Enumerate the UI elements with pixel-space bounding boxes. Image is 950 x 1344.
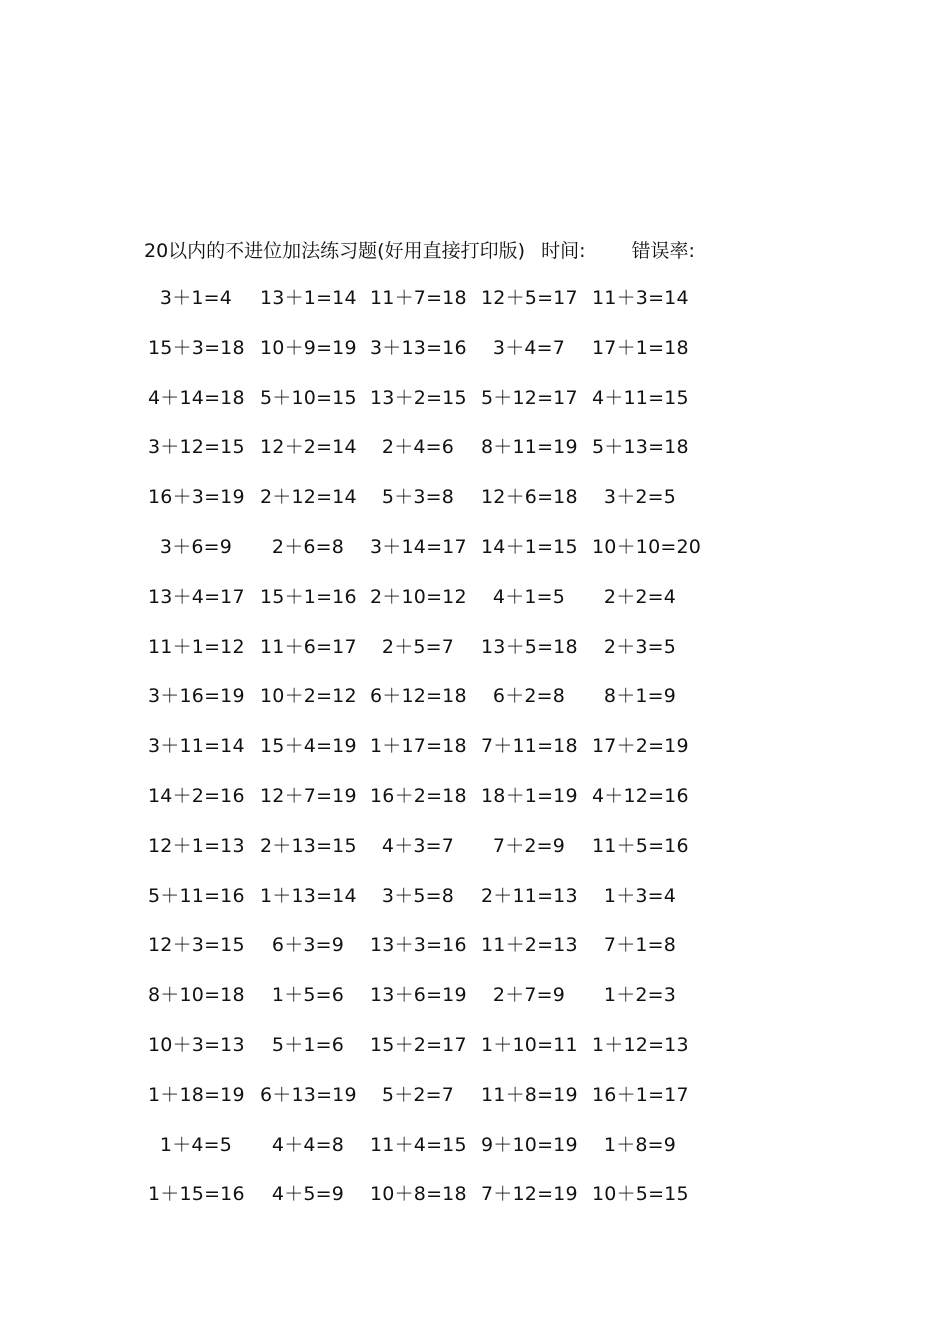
problem-item: 1＋12=13: [592, 1033, 689, 1056]
problem-row: [148, 334, 708, 384]
problem-item: 12＋7=19: [260, 784, 357, 807]
problem-item: 12＋5=17: [481, 287, 578, 309]
problem-item: 18＋1=19: [481, 784, 578, 807]
problem-row: [148, 533, 708, 583]
problem-item: 5＋13=18: [592, 436, 689, 459]
problem-row: [148, 284, 708, 334]
problem-item: 3＋6=9: [159, 535, 233, 558]
problem-item: 12＋3=15: [148, 934, 245, 957]
problem-item: 2＋3=5: [603, 635, 677, 658]
problem-item: 2＋5=7: [381, 635, 455, 658]
problem-row: [148, 882, 708, 932]
problem-item: 11＋6=17: [260, 635, 357, 658]
problem-item: 2＋10=12: [370, 585, 467, 608]
problem-item: 2＋13=15: [260, 834, 357, 857]
problem-item: 12＋6=18: [481, 486, 578, 509]
problem-item: 5＋11=16: [148, 884, 245, 907]
problem-item: 13＋2=15: [370, 386, 467, 409]
problem-item: 1＋18=19: [148, 1083, 245, 1106]
worksheet-header: [144, 236, 695, 263]
problem-item: 10＋5=15: [592, 1183, 689, 1206]
problem-row: [148, 433, 708, 483]
problem-item: 17＋2=19: [592, 735, 689, 758]
problem-row: [148, 981, 708, 1031]
problem-item: 11＋2=13: [481, 934, 578, 957]
problem-item: 11＋1=12: [148, 635, 245, 658]
problem-item: 7＋11=18: [481, 735, 578, 758]
problem-item: 11＋7=18: [370, 287, 467, 309]
problem-item: 17＋1=18: [592, 336, 689, 359]
problem-item: 1＋5=6: [271, 984, 345, 1007]
problem-row: [148, 583, 708, 633]
problem-item: 11＋4=15: [370, 1133, 467, 1156]
problem-item: 1＋8=9: [603, 1133, 677, 1156]
problem-item: 13＋4=17: [148, 585, 245, 608]
problem-item: 16＋1=17: [592, 1083, 689, 1106]
problem-item: 5＋10=15: [260, 386, 357, 409]
problem-row: [148, 1081, 708, 1131]
problem-row: [148, 1180, 708, 1230]
problem-item: 5＋12=17: [481, 386, 578, 409]
problem-item: 3＋1=4: [159, 287, 233, 309]
problem-row: [148, 682, 708, 732]
problem-item: 13＋1=14: [260, 287, 357, 309]
problem-item: 3＋4=7: [492, 336, 566, 359]
problem-item: 10＋10=20: [592, 535, 702, 558]
time-label: 时间:: [541, 240, 586, 262]
problem-row: [148, 1131, 708, 1181]
problem-item: 13＋6=19: [370, 984, 467, 1007]
problem-item: 12＋1=13: [148, 834, 245, 857]
problem-item: 1＋10=11: [481, 1033, 578, 1056]
problem-item: 1＋13=14: [260, 884, 357, 907]
problem-item: 14＋1=15: [481, 535, 578, 558]
problem-item: 5＋3=8: [381, 486, 455, 509]
problem-grid: [148, 284, 708, 1230]
problem-item: 6＋13=19: [260, 1083, 357, 1106]
problem-item: 11＋5=16: [592, 834, 689, 857]
problem-item: 8＋1=9: [603, 685, 677, 708]
problem-item: 3＋14=17: [370, 535, 467, 558]
problem-item: 5＋2=7: [381, 1083, 455, 1106]
problem-item: 1＋4=5: [159, 1133, 233, 1156]
problem-item: 3＋13=16: [370, 336, 467, 359]
problem-row: [148, 384, 708, 434]
problem-item: 7＋12=19: [481, 1183, 578, 1206]
problem-item: 9＋10=19: [481, 1133, 578, 1156]
problem-item: 10＋8=18: [370, 1183, 467, 1206]
problem-row: [148, 483, 708, 533]
problem-item: 4＋11=15: [592, 386, 689, 409]
problem-item: 6＋2=8: [492, 685, 566, 708]
problem-item: 3＋2=5: [603, 486, 677, 509]
problem-item: 10＋2=12: [260, 685, 357, 708]
problem-row: [148, 782, 708, 832]
problem-item: 16＋2=18: [370, 784, 467, 807]
problem-item: 3＋16=19: [148, 685, 245, 708]
problem-item: 8＋10=18: [148, 984, 245, 1007]
worksheet-title: 20以内的不进位加法练习题(好用直接打印版): [144, 240, 526, 262]
problem-item: 4＋1=5: [492, 585, 566, 608]
problem-item: 16＋3=19: [148, 486, 245, 509]
problem-item: 6＋3=9: [271, 934, 345, 957]
problem-item: 7＋1=8: [603, 934, 677, 957]
problem-item: 13＋5=18: [481, 635, 578, 658]
problem-item: 15＋4=19: [260, 735, 357, 758]
problem-item: 10＋3=13: [148, 1033, 245, 1056]
problem-item: 4＋12=16: [592, 784, 689, 807]
problem-item: 12＋2=14: [260, 436, 357, 459]
problem-item: 2＋6=8: [271, 535, 345, 558]
problem-item: 11＋3=14: [592, 287, 689, 309]
problem-row: [148, 832, 708, 882]
problem-row: [148, 732, 708, 782]
problem-item: 4＋3=7: [381, 834, 455, 857]
problem-item: 2＋2=4: [603, 585, 677, 608]
problem-item: 7＋2=9: [492, 834, 566, 857]
problem-row: [148, 1031, 708, 1081]
problem-item: 15＋1=16: [260, 585, 357, 608]
problem-item: 5＋1=6: [271, 1033, 345, 1056]
problem-item: 4＋5=9: [271, 1183, 345, 1206]
problem-item: 4＋4=8: [271, 1133, 345, 1156]
problem-item: 13＋3=16: [370, 934, 467, 957]
problem-item: 2＋7=9: [492, 984, 566, 1007]
problem-item: 15＋2=17: [370, 1033, 467, 1056]
problem-item: 3＋5=8: [381, 884, 455, 907]
problem-item: 1＋2=3: [603, 984, 677, 1007]
problem-item: 14＋2=16: [148, 784, 245, 807]
problem-item: 3＋11=14: [148, 735, 245, 758]
problem-item: 8＋11=19: [481, 436, 578, 459]
problem-item: 2＋4=6: [381, 436, 455, 459]
problem-item: 2＋12=14: [260, 486, 357, 509]
problem-item: 6＋12=18: [370, 685, 467, 708]
problem-item: 1＋15=16: [148, 1183, 245, 1206]
problem-item: 3＋12=15: [148, 436, 245, 459]
problem-item: 15＋3=18: [148, 336, 245, 359]
problem-item: 1＋3=4: [603, 884, 677, 907]
problem-item: 2＋11=13: [481, 884, 578, 907]
problem-item: 4＋14=18: [148, 386, 245, 409]
problem-item: 1＋17=18: [370, 735, 467, 758]
problem-item: 11＋8=19: [481, 1083, 578, 1106]
problem-item: 10＋9=19: [260, 336, 357, 359]
problem-row: [148, 931, 708, 981]
error-rate-label: 错误率:: [631, 240, 695, 262]
problem-row: [148, 633, 708, 683]
